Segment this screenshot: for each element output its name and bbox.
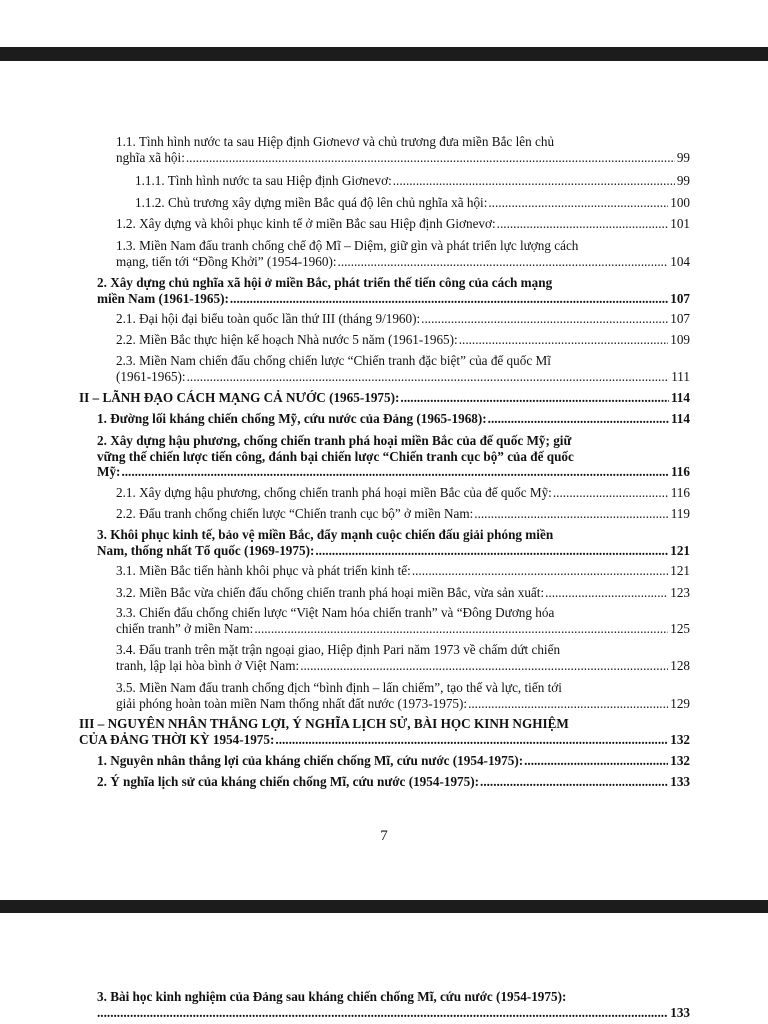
dot-leader	[338, 254, 669, 270]
toc-page-number: 100	[670, 195, 690, 210]
toc-page-number: 123	[670, 585, 690, 600]
toc-page-number: 107	[670, 290, 690, 306]
dot-leader	[187, 369, 670, 385]
toc-entry[interactable]	[97, 989, 690, 1020]
dot-leader	[315, 543, 668, 559]
dot-leader	[488, 195, 668, 211]
toc-entry-text: 3.3. Chiến đấu chống chiến lược “Việt Nam hóa chiến tranh” và “Đông Dương hóa	[116, 605, 555, 620]
toc-entry-text: tranh, lập lại hòa bình ở Việt Nam:	[116, 657, 300, 673]
toc-entry[interactable]	[116, 680, 690, 711]
toc-entry-text: 2.2. Đấu tranh chống chiến lược “Chiến tranh cục bộ” ở miền Nam:	[116, 506, 474, 521]
toc-page-number: 99	[676, 149, 690, 165]
dot-leader	[553, 485, 669, 501]
toc-entry-text: giải phóng hoàn toàn miền Nam thống nhất đất nước (1973-1975):	[116, 695, 468, 711]
toc-page-number: 132	[670, 731, 690, 747]
toc-entry[interactable]	[116, 585, 690, 601]
toc-entry-text: 2.1. Xây dựng hậu phương, chống chiến tranh phá hoại miền Bắc của đế quốc Mỹ:	[116, 485, 552, 500]
toc-entry-text: 2. Ý nghĩa lịch sử của kháng chiến chống Mĩ, cứu nước (1954-1975):	[97, 774, 480, 789]
dot-leader	[393, 173, 675, 189]
dot-leader	[480, 774, 668, 790]
toc-entry-text: 3.4. Đấu tranh trên mặt trận ngoại giao, Hiệp định Pari năm 1973 về chấm dứt chiến	[116, 642, 561, 657]
toc-page-number: 119	[670, 506, 690, 521]
dot-leader	[400, 390, 669, 406]
dot-leader	[186, 150, 675, 166]
toc-page-number: 114	[670, 411, 690, 426]
toc-entry-section[interactable]	[79, 390, 690, 406]
page-separator-top	[0, 47, 768, 61]
toc-entry[interactable]	[116, 563, 690, 579]
dot-leader	[497, 216, 669, 232]
toc-entry-text: Mỹ:	[97, 464, 121, 479]
toc-entry[interactable]	[97, 411, 690, 427]
toc-entry-text: 3.2. Miền Bắc vừa chiến đấu chống chiến tranh phá hoại miền Bắc, vừa sản xuất:	[116, 585, 545, 600]
toc-entry-section[interactable]	[79, 716, 690, 747]
toc-page-number: 129	[670, 695, 690, 711]
toc-entry-text: 3.5. Miền Nam đấu tranh chống địch “bình định – lấn chiếm”, tạo thế và lực, tiến tới	[116, 680, 562, 695]
toc-entry[interactable]	[116, 353, 690, 384]
toc-page-number: 111	[671, 368, 690, 384]
toc-entry[interactable]	[97, 774, 690, 790]
toc-entry[interactable]	[135, 195, 690, 211]
toc-entry-text: 1.2. Xây dựng và khôi phục kinh tế ở miền Bắc sau Hiệp định Giơnevơ:	[116, 216, 496, 231]
toc-entry-text: 1.1.2. Chủ trương xây dựng miền Bắc quá độ lên chủ nghĩa xã hội:	[135, 195, 488, 210]
toc-entry[interactable]	[97, 753, 690, 769]
dot-leader	[121, 464, 669, 480]
toc-entry[interactable]	[97, 433, 690, 480]
toc-page-number: 107	[670, 311, 690, 326]
dot-leader	[421, 311, 668, 327]
document-page	[0, 61, 768, 900]
toc-page-number: 99	[676, 173, 690, 188]
toc-entry-text: chiến tranh” ở miền Nam:	[116, 620, 254, 636]
page-number: 7	[380, 828, 388, 844]
toc-entry-text: Nam, thống nhất Tổ quốc (1969-1975):	[97, 542, 315, 558]
toc-entry[interactable]	[116, 216, 690, 232]
toc-entry-text: (1961-1965):	[116, 368, 186, 384]
dot-leader	[488, 411, 669, 427]
toc-entry[interactable]	[116, 485, 690, 501]
toc-entry-text: 3.1. Miền Bắc tiến hành khôi phục và phát triển kinh tế:	[116, 563, 411, 578]
toc-page-number: 125	[670, 620, 690, 636]
dot-leader	[230, 291, 668, 307]
toc-entry[interactable]	[97, 527, 690, 558]
toc-entry-text: mạng, tiến tới “Đồng Khởi” (1954-1960):	[116, 253, 337, 269]
toc-entry[interactable]	[116, 642, 690, 673]
toc-entry-text: 2. Xây dựng chủ nghĩa xã hội ở miền Bắc, phát triển thế tiến công của cách mạng	[97, 275, 553, 290]
toc-page-number: 101	[670, 216, 690, 231]
toc-page-number: 116	[670, 464, 690, 479]
toc-entry-text: vững thế chiến lược tiến công, đánh bại chiến lược “Chiến tranh cục bộ” của đế quốc	[97, 448, 574, 464]
dot-leader	[474, 506, 668, 522]
toc-page-number: 133	[670, 774, 690, 789]
dot-leader	[545, 585, 668, 601]
toc-entry-text: miền Nam (1961-1965):	[97, 290, 229, 306]
toc-entry-text: 1.1.1. Tình hình nước ta sau Hiệp định Giơnevơ:	[135, 173, 392, 188]
toc-entry-text: 2.3. Miền Nam chiến đấu chống chiến lược “Chiến tranh đặc biệt” của đế quốc Mĩ	[116, 353, 551, 368]
toc-page-number: 132	[670, 753, 690, 768]
toc-page-number: 128	[670, 657, 690, 673]
toc-entry-text: 3. Bài học kinh nghiệm của Đảng sau kháng chiến chống Mĩ, cứu nước (1954-1975):	[97, 989, 567, 1004]
dot-leader	[459, 332, 669, 348]
toc-entry-text: II – LÃNH ĐẠO CÁCH MẠNG CẢ NƯỚC (1965-1975):	[79, 390, 400, 405]
toc-entry[interactable]	[116, 238, 690, 269]
toc-entry-text: 2.2. Miền Bắc thực hiện kế hoạch Nhà nước 5 năm (1961-1965):	[116, 332, 458, 347]
dot-leader	[254, 621, 668, 637]
toc-entry[interactable]	[97, 275, 690, 306]
dot-leader	[468, 696, 668, 712]
toc-page-number: 109	[670, 332, 690, 347]
toc-entry-text: CỦA ĐẢNG THỜI KỲ 1954-1975:	[79, 731, 275, 747]
toc-page-number: 121	[670, 542, 690, 558]
toc-entry-text: 1.3. Miền Nam đấu tranh chống chế độ Mĩ – Diệm, giữ gìn và phát triển lực lượng cách	[116, 238, 579, 253]
toc-entry-text: 1. Đường lối kháng chiến chống Mỹ, cứu nước của Đảng (1965-1968):	[97, 411, 487, 426]
toc-page-number: 114	[670, 390, 690, 405]
dot-leader	[97, 1005, 668, 1021]
toc-entry-text: III – NGUYÊN NHÂN THẮNG LỢI, Ý NGHĨA LỊCH SỬ, BÀI HỌC KINH NGHIỆM	[79, 716, 569, 731]
toc-entry[interactable]	[116, 605, 690, 636]
dot-leader	[300, 658, 668, 674]
toc-entry-text: 1. Nguyên nhân thắng lợi của kháng chiến chống Mĩ, cứu nước (1954-1975):	[97, 753, 524, 768]
toc-entry[interactable]	[116, 134, 690, 165]
dot-leader	[524, 753, 668, 769]
toc-page-number: 121	[670, 563, 690, 578]
document-page	[0, 913, 768, 1024]
toc-entry-text: 2.1. Đại hội đại biểu toàn quốc lần thứ III (tháng 9/1960):	[116, 311, 421, 326]
dot-leader	[412, 563, 668, 579]
toc-entry[interactable]	[116, 506, 690, 522]
toc-entry-text: 3. Khôi phục kinh tế, bảo vệ miền Bắc, đẩy mạnh cuộc chiến đấu giải phóng miền	[97, 527, 554, 542]
page-separator	[0, 900, 768, 913]
toc-entry-text: 2. Xây dựng hậu phương, chống chiến tranh phá hoại miền Bắc của đế quốc Mỹ; giữ	[97, 433, 572, 448]
toc-entry[interactable]	[116, 311, 690, 327]
toc-entry-text: 1.1. Tình hình nước ta sau Hiệp định Giơnevơ và chủ trương đưa miền Bắc lên chủ	[116, 134, 555, 149]
toc-page-number: 133	[670, 1004, 690, 1020]
dot-leader	[275, 732, 668, 748]
toc-entry[interactable]	[116, 332, 690, 348]
toc-page-number: 116	[670, 485, 690, 500]
toc-entry-text: nghĩa xã hội:	[116, 149, 185, 165]
toc-entry[interactable]	[135, 173, 690, 189]
toc-page-number: 104	[670, 253, 690, 269]
